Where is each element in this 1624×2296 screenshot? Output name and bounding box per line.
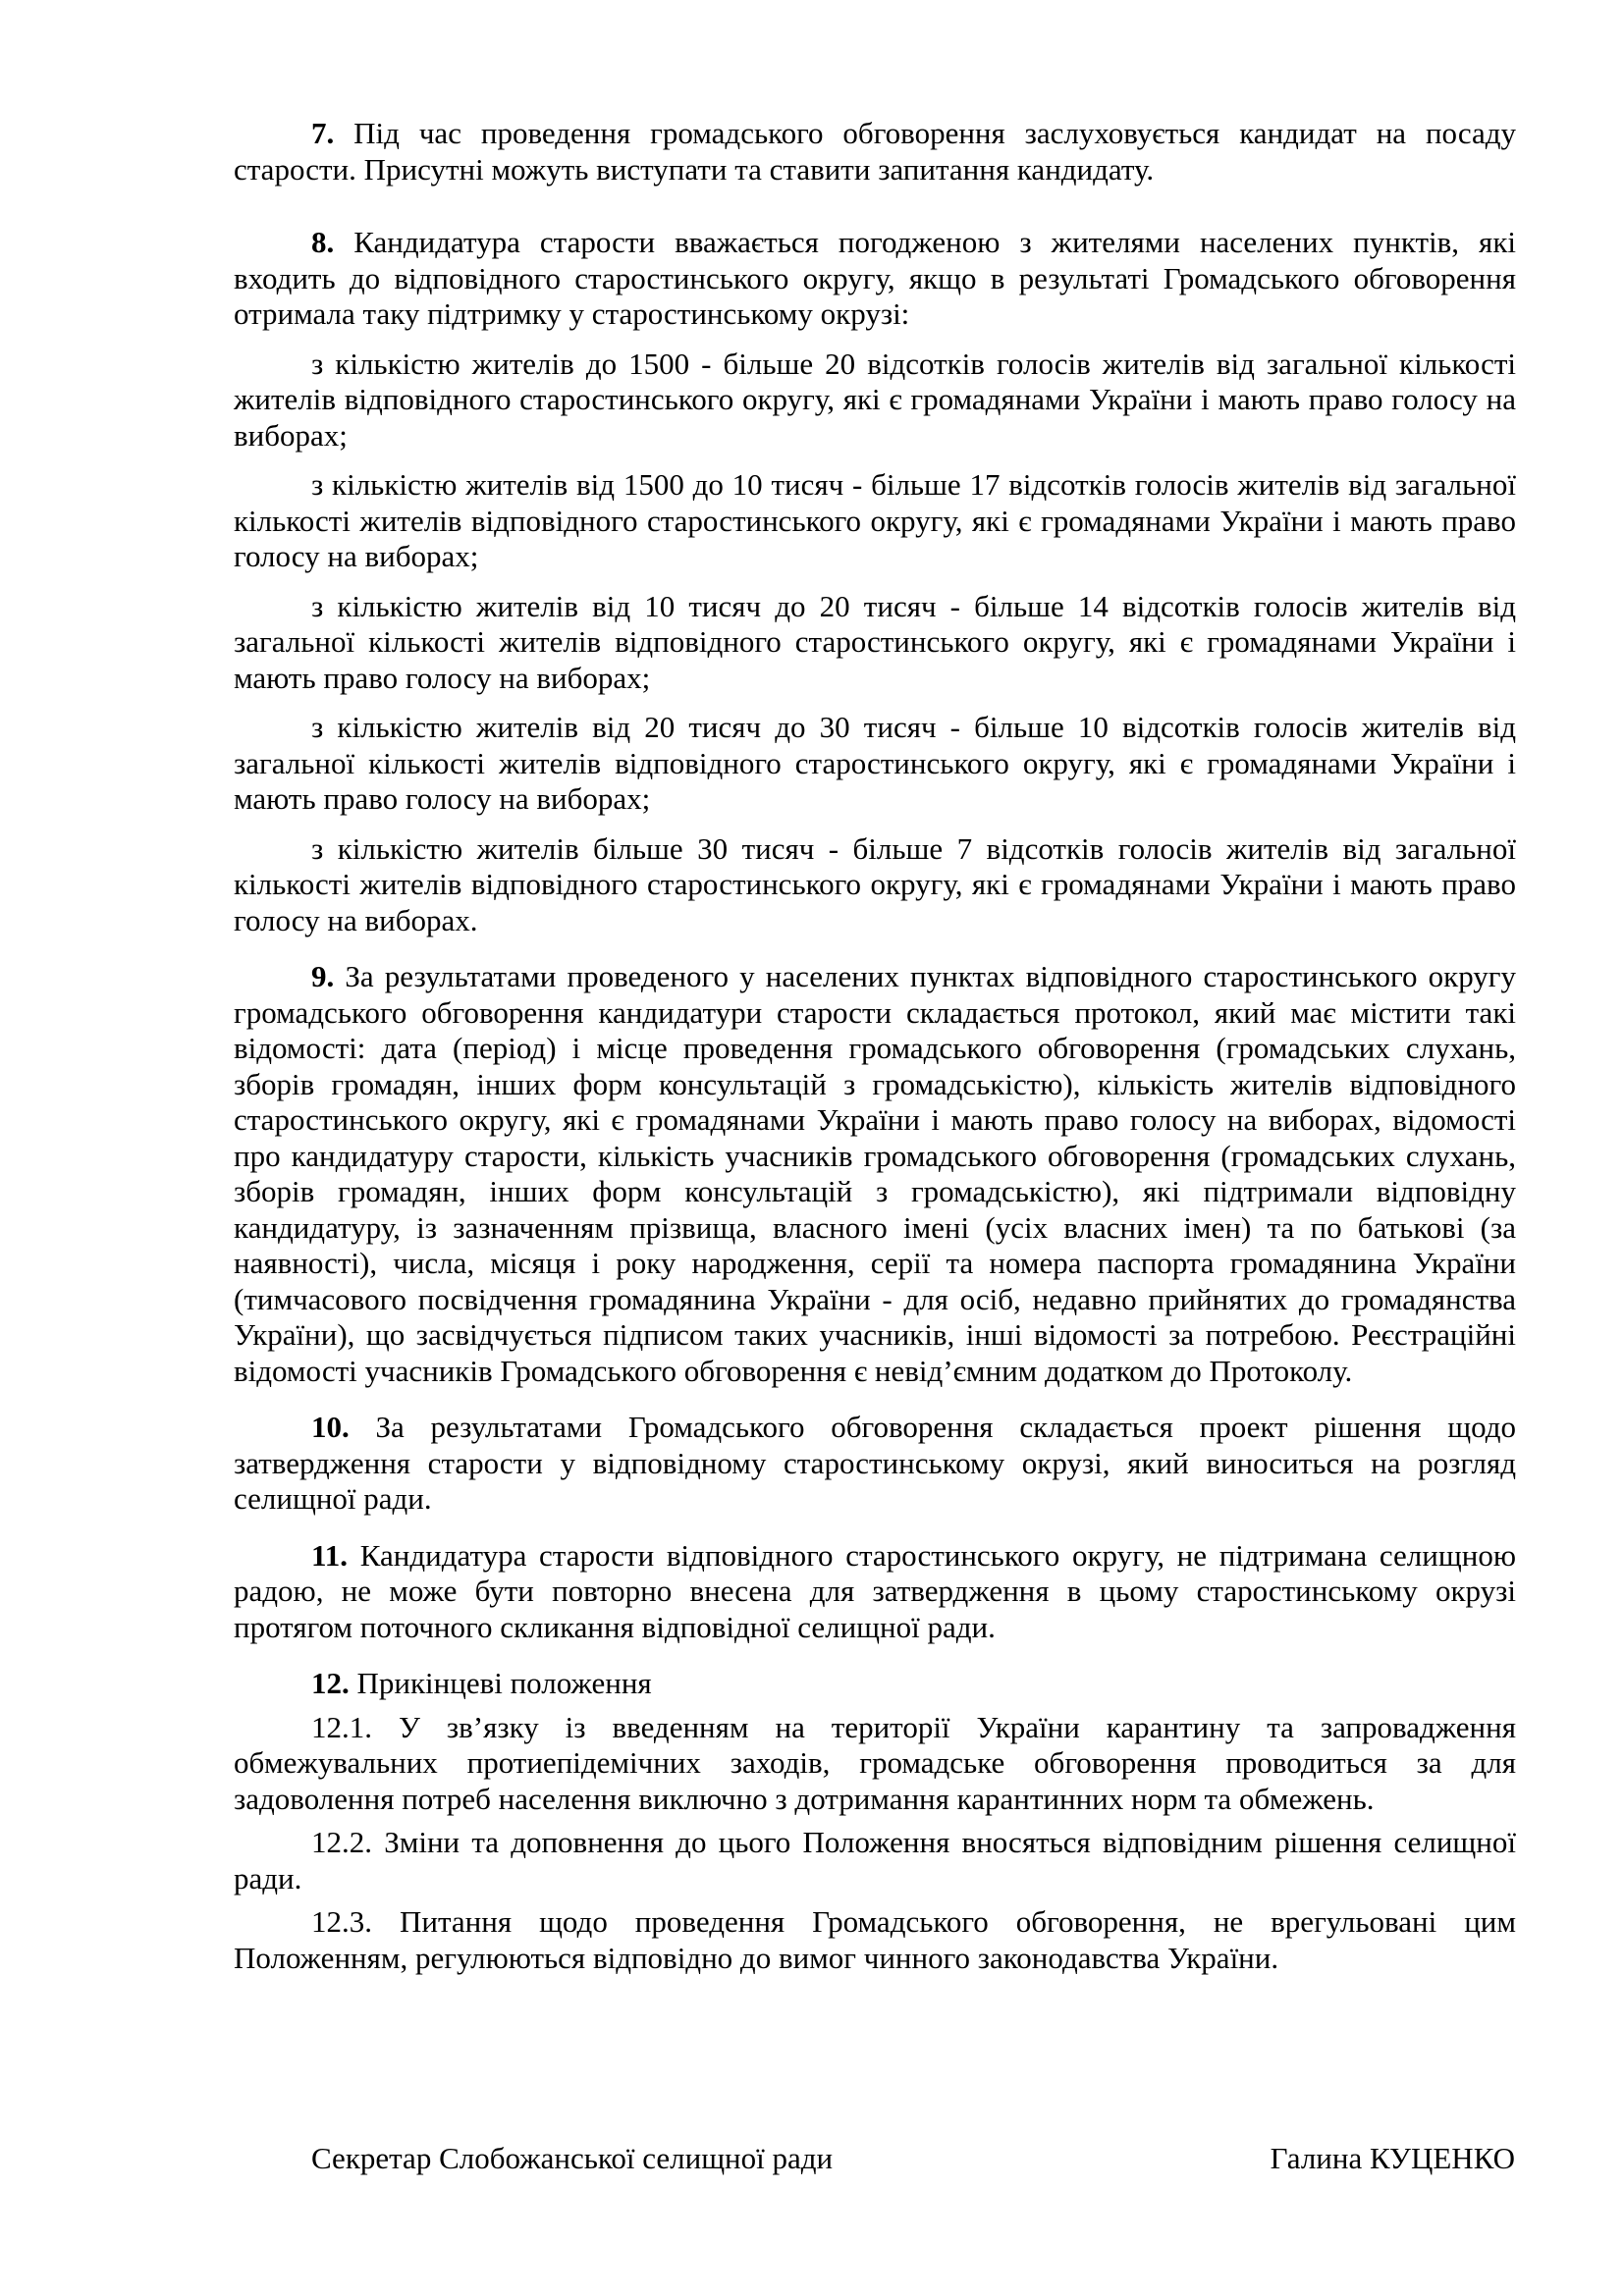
threshold-item: з кількістю жителів більше 30 тисяч - більше 7 відсотків голосів жителів від загальної кількості жителів відповідного старостинського округу, які є громадянами України і мають право голосу на виборах. <box>234 830 1516 937</box>
subclause-12-1: 12.1. У зв’язку із введенням на території України карантину та запровадження обмежувальних протиепідемічних заходів, громадське обговорення проводиться за для задоволення потреб населення виключно з дотримання карантинних норм та обмежень. <box>234 1709 1516 1816</box>
threshold-item: з кількістю жителів до 1500 - більше 20 відсотків голосів жителів від загальної кількості жителів відповідного старостинського округу, які є громадянами України і мають право голосу на виборах; <box>234 346 1516 453</box>
paragraph-11 <box>234 1538 1516 1646</box>
paragraph-number: 8. <box>311 225 335 259</box>
paragraph-text: Прикінцеві положення <box>349 1666 652 1700</box>
paragraph-text: За результатами Громадського обговорення складається проект рішення щодо затвердження старости у відповідному старостинському окрузі, який виноситься на розгляд селищної ради. <box>234 1410 1516 1516</box>
signatory-position: Секретар Слобожанської селищної ради <box>311 2141 834 2175</box>
paragraph-number: 11. <box>311 1537 349 1573</box>
paragraph-text: Кандидатура старости відповідного старостинського округу, не підтримана селищною радою, не може бути повторно внесена для затвердження в цьому старостинському окрузі протягом поточного скликання відповідної селищної ради. <box>234 1537 1516 1644</box>
subclause-12-2: 12.2. Зміни та доповнення до цього Положення вносяться відповідним рішення селищної ради. <box>234 1825 1516 1896</box>
paragraph-9 <box>234 959 1516 1389</box>
paragraph-10 <box>234 1410 1516 1518</box>
paragraph-8 <box>234 225 1516 333</box>
paragraph-7 <box>234 116 1516 187</box>
signature-block <box>311 2141 1515 2176</box>
signatory-name: Галина КУЦЕНКО <box>1270 2141 1515 2175</box>
paragraph-text: За результатами проведеного у населених пунктах відповідного старостинського округу громадського обговорення кандидатури старости складається протокол, який має містити такі відомості: дата (період) і місце проведення громадського обговорення (громадських слухань, зборів громадян, інших форм консультацій з громадськістю), кількість жителів відповідного старостинського округу, які є громадянами України і мають право голосу на виборах, відомості про кандидатуру старости, кількість учасників громадського обговорення (громадських слухань, зборів громадян, інших форм консультацій з громадськістю), які підтримали відповідну кандидатуру, із зазначенням прізвища, власного імені (усіх власних імен) та по батькові (за наявності), числа, місяця і року народження, серії та номера паспорта громадянина України (тимчасового посвідчення громадянина України - для осіб, недавно прийнятих до громадянства України), що засвідчується підписом таких учасників, інші відомості за потребою. Реєстраційні відомості учасників Громадського обговорення є невід’ємним додатком до Протоколу. <box>234 959 1516 1388</box>
paragraph-text: Кандидатура старости вважається погодженою з жителями населених пунктів, які входить до відповідного старостинського округу, якщо в результаті Громадського обговорення отримала таку підтримку у старостинському окрузі: <box>234 225 1516 331</box>
paragraph-text: Під час проведення громадського обговорення заслуховується кандидат на посаду старости. Присутні можуть виступати та ставити запитання кандидату. <box>234 116 1516 187</box>
paragraph-number: 9. <box>311 959 335 993</box>
document-body <box>234 116 1516 1976</box>
threshold-item: з кількістю жителів від 1500 до 10 тисяч - більше 17 відсотків голосів жителів від загальної кількості жителів відповідного старостинського округу, які є громадянами України і мають право голосу на виборах; <box>234 467 1516 573</box>
paragraph-number: 7. <box>311 116 335 150</box>
threshold-item: з кількістю жителів від 10 тисяч до 20 тисяч - більше 14 відсотків голосів жителів від загальної кількості жителів відповідного старостинського округу, які є громадянами України і мають право голосу на виборах; <box>234 588 1516 695</box>
paragraph-number: 12. <box>311 1666 350 1700</box>
paragraph-12-heading <box>234 1666 1516 1702</box>
paragraph-number: 10. <box>311 1410 350 1444</box>
subclause-12-3: 12.3. Питання щодо проведення Громадського обговорення, не врегульовані цим Положенням, регулюються відповідно до вимог чинного законодавства України. <box>234 1904 1516 1975</box>
threshold-item: з кількістю жителів від 20 тисяч до 30 тисяч - більше 10 відсотків голосів жителів від загальної кількості жителів відповідного старостинського округу, які є громадянами України і мають право голосу на виборах; <box>234 710 1516 816</box>
